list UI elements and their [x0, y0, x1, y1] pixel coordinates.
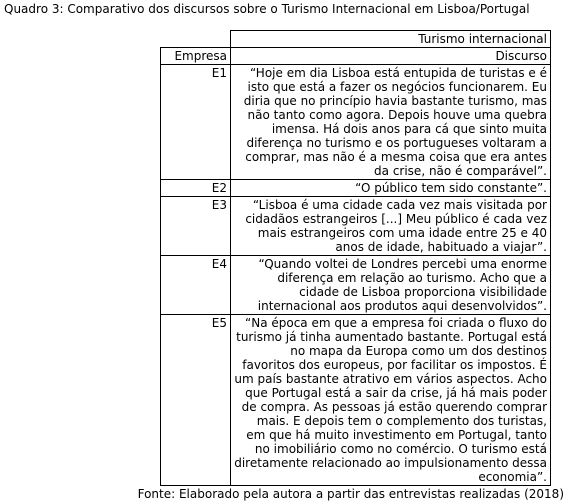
- row-empresa: E2: [161, 180, 231, 197]
- column-header-discurso: Discurso: [231, 48, 551, 65]
- row-empresa: E1: [161, 65, 231, 180]
- table-row: [161, 256, 551, 315]
- group-header-row: [161, 31, 551, 48]
- column-header-row: [161, 48, 551, 65]
- empty-header-cell: [161, 31, 231, 48]
- row-discurso: “Lisboa é uma cidade cada vez mais visitada por cidadãos estrangeiros [...] Meu público é cada vez mais estrangeiros com uma idade entre 25 e 40 anos de idade, habituado a viajar”.: [231, 197, 551, 256]
- table-caption: Quadro 3: Comparativo dos discursos sobre o Turismo Internacional em Lisboa/Portugal: [4, 2, 530, 16]
- table-row: [161, 197, 551, 256]
- row-discurso: “O público tem sido constante”.: [231, 180, 551, 197]
- table-row: [161, 315, 551, 486]
- row-empresa: E3: [161, 197, 231, 256]
- row-discurso: “Quando voltei de Londres percebi uma enorme diferença em relação ao turismo. Acho que a cidade de Lisboa proporciona visibilidade internacional aos produtos aqui desenvolvidos”.: [231, 256, 551, 315]
- table-row: [161, 65, 551, 180]
- discourse-table: [160, 30, 551, 486]
- row-discurso: “Hoje em dia Lisboa está entupida de turistas e é isto que está a fazer os negócios funcionarem. Eu diria que no princípio havia bastante turismo, mas não tanto como agora. Depois houve uma quebra imensa. Há dois anos para cá que sinto muita diferença no turismo e os portugueses voltaram a comprar, mas não é a mesma coisa que era antes da crise, não é comparável”.: [231, 65, 551, 180]
- row-discurso: “Na época em que a empresa foi criada o fluxo do turismo já tinha aumentado bastante. Portugal está no mapa da Europa como um dos destinos favoritos dos europeus, por facilitar os impostos. É um país bastante atrativo em vários aspectos. Acho que Portugal está a sair da crise, já há mais poder de compra. As pessoas já estão querendo comprar mais. E depois tem o complemento dos turistas, em que há muito investimento em Portugal, tanto no imobiliário como no comércio. O turismo está diretamente relacionado ao impulsionamento dessa economia”.: [231, 315, 551, 486]
- row-empresa: E4: [161, 256, 231, 315]
- column-header-empresa: Empresa: [161, 48, 231, 65]
- table-source: Fonte: Elaborado pela autora a partir das entrevistas realizadas (2018): [137, 487, 564, 501]
- table-row: [161, 180, 551, 197]
- row-empresa: E5: [161, 315, 231, 486]
- group-header: Turismo internacional: [231, 31, 551, 48]
